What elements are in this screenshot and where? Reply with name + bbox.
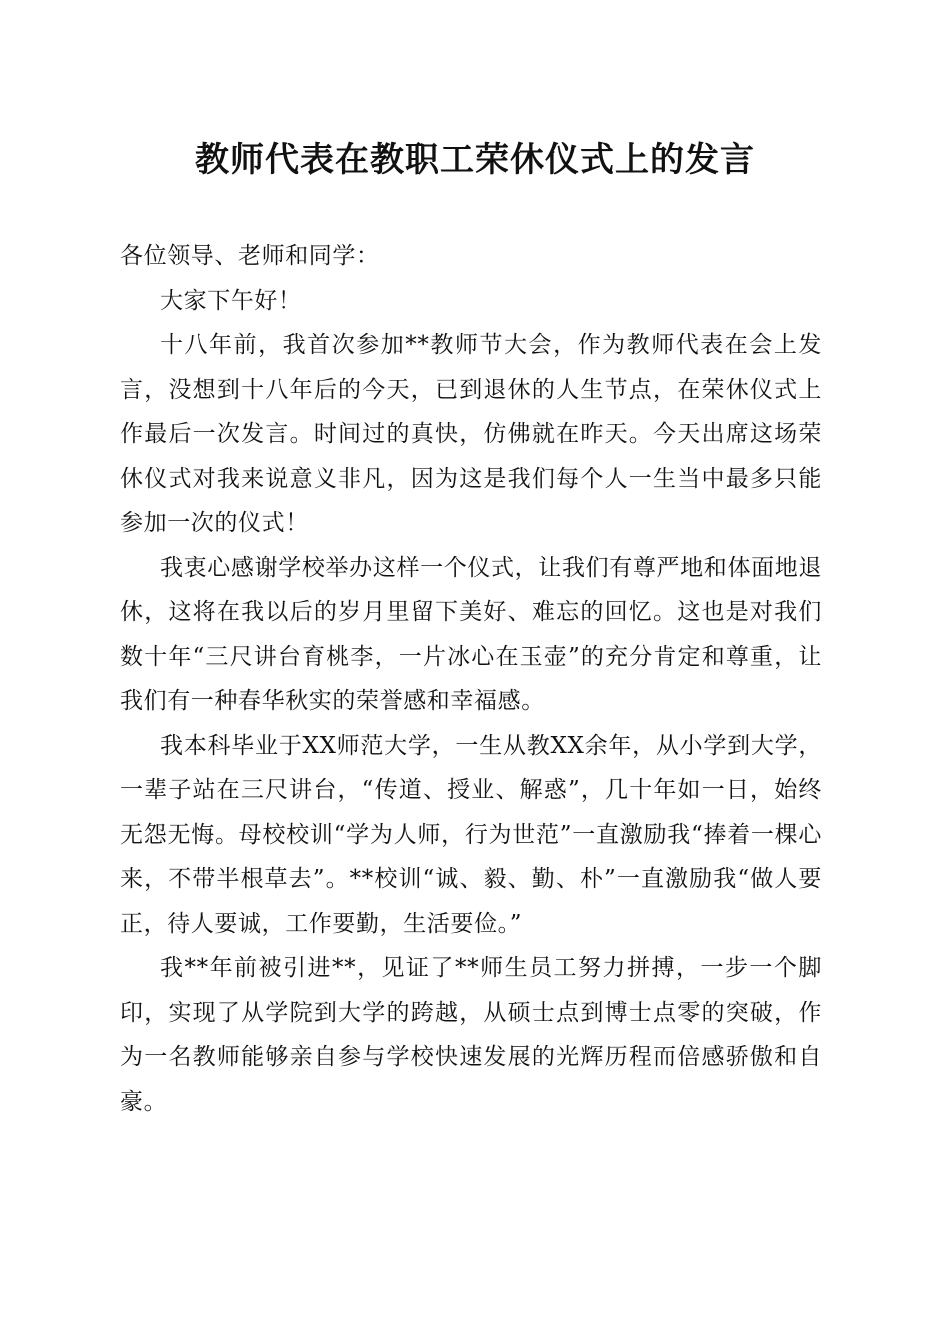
paragraph-2: 我衷心感谢学校举办这样一个仪式，让我们有尊严地和体面地退休，这将在我以后的岁月里留下美好、难忘的回忆。这也是对我们数十年“三尺讲台育桃李，一片冰心在玉壶”的充分肯定和尊重，让我们有一种春华秋实的荣誉感和幸福感。 (120, 554, 822, 714)
document-title: 教师代表在教职工荣休仪式上的发言 (195, 140, 755, 180)
salutation: 各位领导、老师和同学： (120, 243, 380, 269)
paragraph-4: 我**年前被引进**，见证了**师生员工努力拼搏，一步一个脚印，实现了从学院到大学的跨越，从硕士点到博士点零的突破，作为一名教师能够亲自参与学校快速发展的光辉历程而倍感骄傲和自豪。 (120, 955, 822, 1115)
paragraph-3: 我本科毕业于XX师范大学，一生从教XX余年，从小学到大学，一辈子站在三尺讲台，“传道、授业、解惑”，几十年如一日，始终无怨无悔。母校校训“学为人师，行为世范”一直激励我“捧着一棵心来，不带半根草去”。**校训“诚、毅、勤、朴”一直激励我“做人要正，待人要诚，工作要勤，生活要俭。” (120, 732, 822, 937)
paragraph-1: 十八年前，我首次参加**教师节大会，作为教师代表在会上发言，没想到十八年后的今天，已到退休的人生节点，在荣休仪式上作最后一次发言。时间过的真快，仿佛就在昨天。今天出席这场荣休仪式对我来说意义非凡，因为这是我们每个人一生当中最多只能参加一次的仪式！ (120, 332, 822, 536)
paragraph-greeting: 大家下午好！ (160, 287, 302, 314)
document-body (120, 234, 822, 1124)
